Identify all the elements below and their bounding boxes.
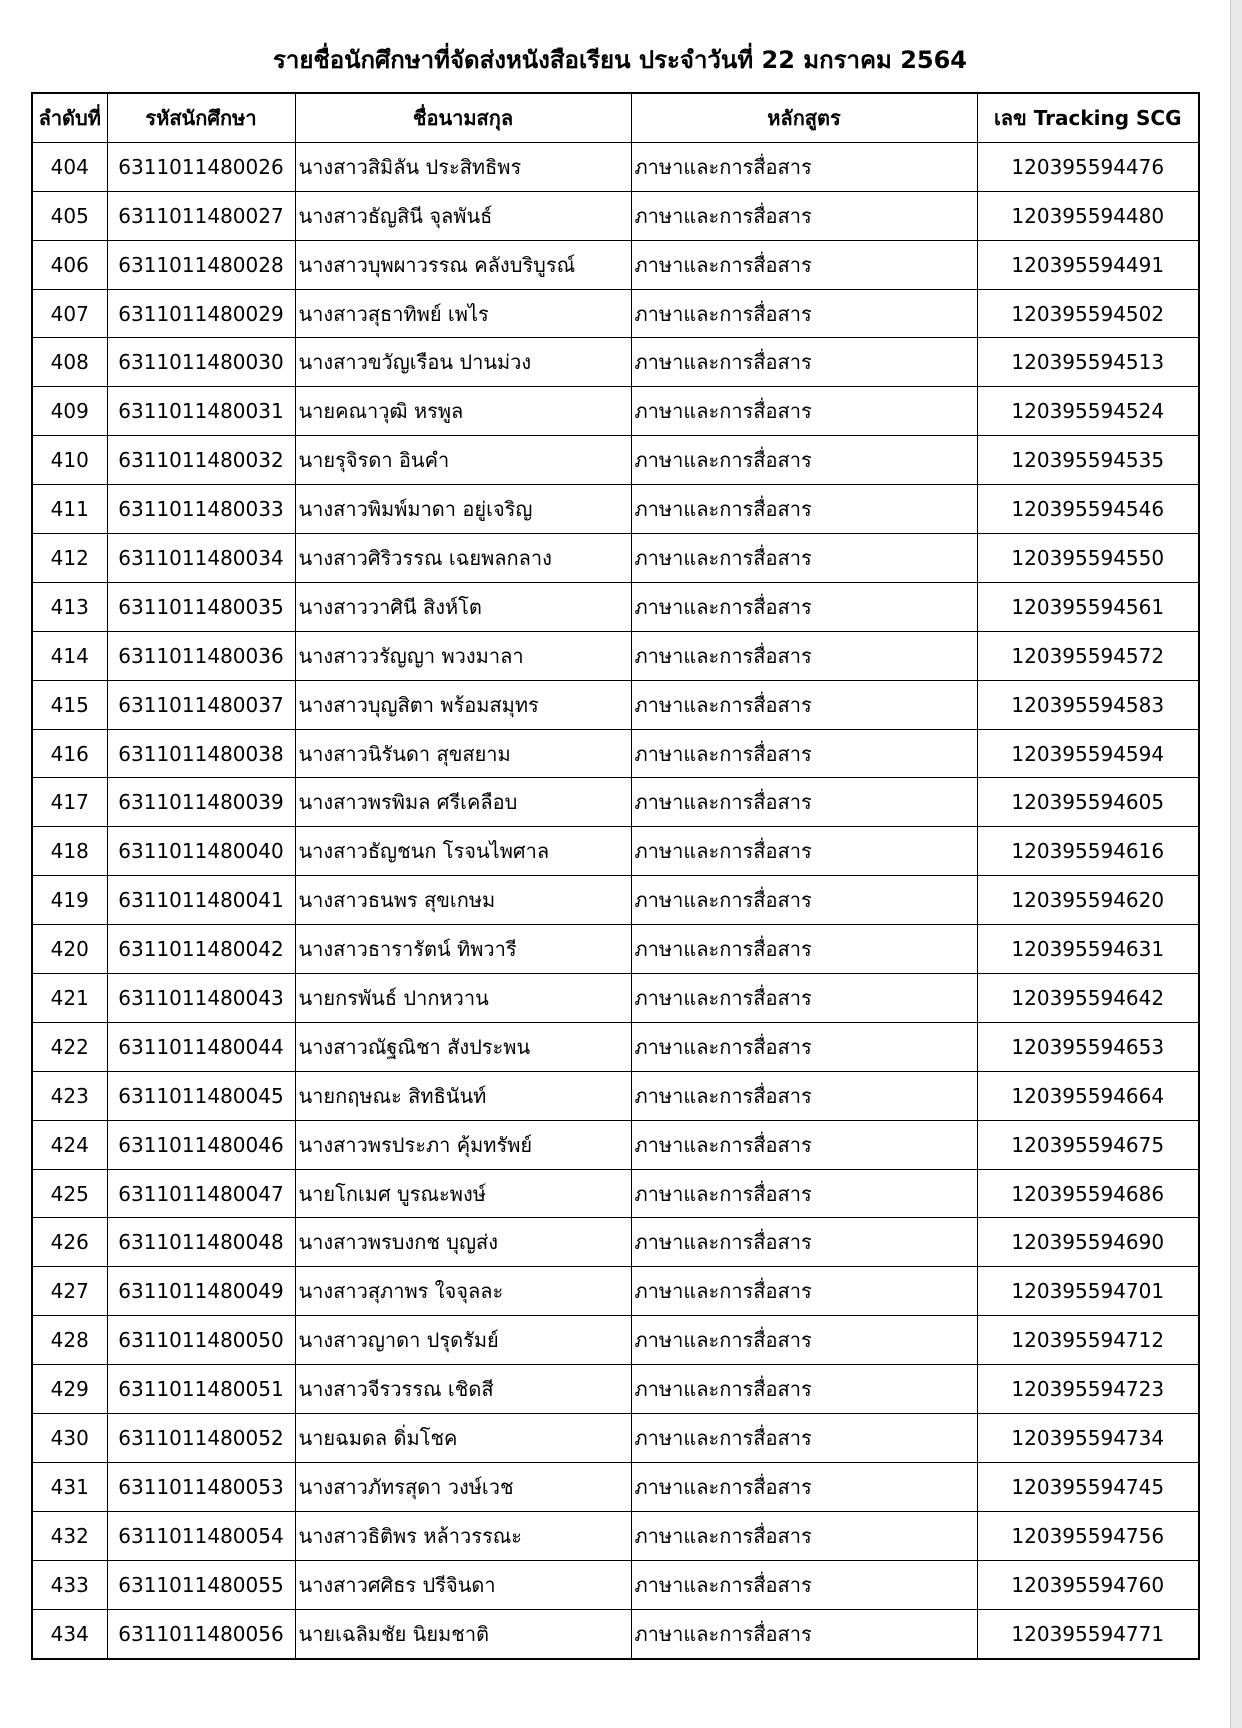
order-number-cell: 415 [32, 680, 107, 729]
student-id-cell: 6311011480035 [107, 582, 295, 631]
order-number-cell: 416 [32, 729, 107, 778]
full-name-cell: นางสาวญาดา ปรุดรัมย์ [295, 1316, 631, 1365]
full-name-cell: นางสาววาศินี สิงห์โต [295, 582, 631, 631]
program-cell: ภาษาและการสื่อสาร [631, 582, 977, 631]
tracking-number-cell: 120395594561 [977, 582, 1199, 631]
program-cell: ภาษาและการสื่อสาร [631, 778, 977, 827]
order-number-cell: 433 [32, 1560, 107, 1609]
program-cell: ภาษาและการสื่อสาร [631, 925, 977, 974]
shipment-table [31, 92, 1200, 1660]
tracking-number-cell: 120395594550 [977, 534, 1199, 583]
header-tracking-number: เลข Tracking SCG [977, 93, 1199, 142]
tracking-number-cell: 120395594642 [977, 974, 1199, 1023]
program-cell: ภาษาและการสื่อสาร [631, 1120, 977, 1169]
program-cell: ภาษาและการสื่อสาร [631, 1071, 977, 1120]
order-number-cell: 432 [32, 1511, 107, 1560]
order-number-cell: 414 [32, 631, 107, 680]
order-number-cell: 428 [32, 1316, 107, 1365]
table-row [32, 1316, 1199, 1365]
tracking-number-cell: 120395594760 [977, 1560, 1199, 1609]
table-row [32, 1267, 1199, 1316]
tracking-number-cell: 120395594712 [977, 1316, 1199, 1365]
program-cell: ภาษาและการสื่อสาร [631, 1218, 977, 1267]
tracking-number-cell: 120395594745 [977, 1462, 1199, 1511]
header-full-name: ชื่อนามสกุล [295, 93, 631, 142]
order-number-cell: 430 [32, 1414, 107, 1463]
table-row [32, 778, 1199, 827]
full-name-cell: นางสาวภัทรสุดา วงษ์เวช [295, 1462, 631, 1511]
tracking-number-cell: 120395594675 [977, 1120, 1199, 1169]
full-name-cell: นางสาวพรบงกช บุญส่ง [295, 1218, 631, 1267]
program-cell: ภาษาและการสื่อสาร [631, 680, 977, 729]
order-number-cell: 407 [32, 289, 107, 338]
order-number-cell: 412 [32, 534, 107, 583]
program-cell: ภาษาและการสื่อสาร [631, 1316, 977, 1365]
order-number-cell: 413 [32, 582, 107, 631]
student-id-cell: 6311011480040 [107, 827, 295, 876]
student-id-cell: 6311011480052 [107, 1414, 295, 1463]
tracking-number-cell: 120395594734 [977, 1414, 1199, 1463]
full-name-cell: นางสาวนิรันดา สุขสยาม [295, 729, 631, 778]
table-row [32, 191, 1199, 240]
table-row [32, 240, 1199, 289]
student-id-cell: 6311011480030 [107, 338, 295, 387]
header-student-id: รหัสนักศึกษา [107, 93, 295, 142]
program-cell: ภาษาและการสื่อสาร [631, 729, 977, 778]
full-name-cell: นายคณาวุฒิ หรพูล [295, 387, 631, 436]
program-cell: ภาษาและการสื่อสาร [631, 142, 977, 191]
program-cell: ภาษาและการสื่อสาร [631, 191, 977, 240]
table-row [32, 729, 1199, 778]
tracking-number-cell: 120395594502 [977, 289, 1199, 338]
table-row [32, 974, 1199, 1023]
table-row [32, 680, 1199, 729]
tracking-number-cell: 120395594605 [977, 778, 1199, 827]
tracking-number-cell: 120395594616 [977, 827, 1199, 876]
student-id-cell: 6311011480054 [107, 1511, 295, 1560]
table-row [32, 1462, 1199, 1511]
order-number-cell: 422 [32, 1022, 107, 1071]
table-row [32, 1365, 1199, 1414]
order-number-cell: 420 [32, 925, 107, 974]
program-cell: ภาษาและการสื่อสาร [631, 240, 977, 289]
table-row [32, 289, 1199, 338]
student-id-cell: 6311011480049 [107, 1267, 295, 1316]
full-name-cell: นางสาวจีรวรรณ เชิดสี [295, 1365, 631, 1414]
table-row [32, 631, 1199, 680]
tracking-number-cell: 120395594690 [977, 1218, 1199, 1267]
program-cell: ภาษาและการสื่อสาร [631, 1267, 977, 1316]
student-id-cell: 6311011480044 [107, 1022, 295, 1071]
tracking-number-cell: 120395594723 [977, 1365, 1199, 1414]
program-cell: ภาษาและการสื่อสาร [631, 534, 977, 583]
table-row [32, 387, 1199, 436]
program-cell: ภาษาและการสื่อสาร [631, 1511, 977, 1560]
program-cell: ภาษาและการสื่อสาร [631, 974, 977, 1023]
student-id-cell: 6311011480038 [107, 729, 295, 778]
student-id-cell: 6311011480039 [107, 778, 295, 827]
tracking-number-cell: 120395594664 [977, 1071, 1199, 1120]
table-row [32, 142, 1199, 191]
student-id-cell: 6311011480037 [107, 680, 295, 729]
table-row [32, 876, 1199, 925]
tracking-number-cell: 120395594480 [977, 191, 1199, 240]
program-cell: ภาษาและการสื่อสาร [631, 1560, 977, 1609]
student-id-cell: 6311011480048 [107, 1218, 295, 1267]
student-id-cell: 6311011480036 [107, 631, 295, 680]
full-name-cell: นายโกเมศ บูรณะพงษ์ [295, 1169, 631, 1218]
order-number-cell: 418 [32, 827, 107, 876]
full-name-cell: นายฉมดล ดิ่มโชค [295, 1414, 631, 1463]
table-row [32, 1414, 1199, 1463]
student-id-cell: 6311011480050 [107, 1316, 295, 1365]
order-number-cell: 424 [32, 1120, 107, 1169]
full-name-cell: นางสาวสิมิลัน ประสิทธิพร [295, 142, 631, 191]
student-id-cell: 6311011480033 [107, 485, 295, 534]
order-number-cell: 409 [32, 387, 107, 436]
table-header-row [32, 93, 1199, 142]
tracking-number-cell: 120395594771 [977, 1609, 1199, 1658]
student-id-cell: 6311011480047 [107, 1169, 295, 1218]
table-row [32, 1120, 1199, 1169]
table-row [32, 1169, 1199, 1218]
full-name-cell: นางสาวขวัญเรือน ปานม่วง [295, 338, 631, 387]
tracking-number-cell: 120395594631 [977, 925, 1199, 974]
tracking-number-cell: 120395594524 [977, 387, 1199, 436]
tracking-number-cell: 120395594686 [977, 1169, 1199, 1218]
tracking-number-cell: 120395594756 [977, 1511, 1199, 1560]
student-id-cell: 6311011480032 [107, 436, 295, 485]
full-name-cell: นางสาวณัฐณิชา สังประพน [295, 1022, 631, 1071]
order-number-cell: 417 [32, 778, 107, 827]
full-name-cell: นายเฉลิมชัย นิยมชาติ [295, 1609, 631, 1658]
table-row [32, 1071, 1199, 1120]
program-cell: ภาษาและการสื่อสาร [631, 631, 977, 680]
program-cell: ภาษาและการสื่อสาร [631, 1022, 977, 1071]
student-id-cell: 6311011480031 [107, 387, 295, 436]
full-name-cell: นายกฤษณะ สิทธินันท์ [295, 1071, 631, 1120]
program-cell: ภาษาและการสื่อสาร [631, 827, 977, 876]
order-number-cell: 405 [32, 191, 107, 240]
program-cell: ภาษาและการสื่อสาร [631, 338, 977, 387]
student-id-cell: 6311011480028 [107, 240, 295, 289]
student-id-cell: 6311011480045 [107, 1071, 295, 1120]
full-name-cell: นางสาวธัญสินี จุลพันธ์ [295, 191, 631, 240]
full-name-cell: นายรุจิรดา อินคำ [295, 436, 631, 485]
tracking-number-cell: 120395594653 [977, 1022, 1199, 1071]
table-row [32, 1511, 1199, 1560]
order-number-cell: 404 [32, 142, 107, 191]
table-row [32, 925, 1199, 974]
order-number-cell: 425 [32, 1169, 107, 1218]
full-name-cell: นางสาวธัญชนก โรจนไพศาล [295, 827, 631, 876]
program-cell: ภาษาและการสื่อสาร [631, 485, 977, 534]
full-name-cell: นางสาวธนพร สุขเกษม [295, 876, 631, 925]
order-number-cell: 429 [32, 1365, 107, 1414]
table-row [32, 485, 1199, 534]
full-name-cell: นางสาวศศิธร ปรีจินดา [295, 1560, 631, 1609]
student-id-cell: 6311011480026 [107, 142, 295, 191]
program-cell: ภาษาและการสื่อสาร [631, 289, 977, 338]
order-number-cell: 411 [32, 485, 107, 534]
tracking-number-cell: 120395594546 [977, 485, 1199, 534]
program-cell: ภาษาและการสื่อสาร [631, 1365, 977, 1414]
full-name-cell: นางสาวธารารัตน์ ทิพวารี [295, 925, 631, 974]
tracking-number-cell: 120395594491 [977, 240, 1199, 289]
table-row [32, 582, 1199, 631]
full-name-cell: นางสาวสุธาทิพย์ เพไร [295, 289, 631, 338]
student-id-cell: 6311011480051 [107, 1365, 295, 1414]
order-number-cell: 408 [32, 338, 107, 387]
tracking-number-cell: 120395594476 [977, 142, 1199, 191]
full-name-cell: นางสาววรัญญา พวงมาลา [295, 631, 631, 680]
header-program: หลักสูตร [631, 93, 977, 142]
student-id-cell: 6311011480042 [107, 925, 295, 974]
table-row [32, 436, 1199, 485]
program-cell: ภาษาและการสื่อสาร [631, 1462, 977, 1511]
header-order-number: ลำดับที่ [32, 93, 107, 142]
student-id-cell: 6311011480046 [107, 1120, 295, 1169]
order-number-cell: 423 [32, 1071, 107, 1120]
student-id-cell: 6311011480029 [107, 289, 295, 338]
order-number-cell: 431 [32, 1462, 107, 1511]
page-title: รายชื่อนักศึกษาที่จัดส่งหนังสือเรียน ประจำวันที่ 22 มกราคม 2564 [272, 46, 967, 74]
full-name-cell: นางสาวสุภาพร ใจจุลละ [295, 1267, 631, 1316]
student-id-cell: 6311011480041 [107, 876, 295, 925]
table-row [32, 1022, 1199, 1071]
full-name-cell: นางสาวบุพผาวรรณ คลังบริบูรณ์ [295, 240, 631, 289]
full-name-cell: นางสาวธิติพร หล้าวรรณะ [295, 1511, 631, 1560]
table-row [32, 1218, 1199, 1267]
table-row [32, 338, 1199, 387]
table-row [32, 1609, 1199, 1658]
order-number-cell: 434 [32, 1609, 107, 1658]
table-body [32, 142, 1199, 1658]
order-number-cell: 426 [32, 1218, 107, 1267]
full-name-cell: นายกรพันธ์ ปากหวาน [295, 974, 631, 1023]
student-id-cell: 6311011480027 [107, 191, 295, 240]
full-name-cell: นางสาวบุญสิตา พร้อมสมุทร [295, 680, 631, 729]
tracking-number-cell: 120395594594 [977, 729, 1199, 778]
tracking-number-cell: 120395594701 [977, 1267, 1199, 1316]
tracking-number-cell: 120395594583 [977, 680, 1199, 729]
program-cell: ภาษาและการสื่อสาร [631, 387, 977, 436]
full-name-cell: นางสาวพิมพ์มาดา อยู่เจริญ [295, 485, 631, 534]
order-number-cell: 410 [32, 436, 107, 485]
student-id-cell: 6311011480055 [107, 1560, 295, 1609]
table-row [32, 1560, 1199, 1609]
full-name-cell: นางสาวพรประภา คุ้มทรัพย์ [295, 1120, 631, 1169]
student-id-cell: 6311011480043 [107, 974, 295, 1023]
tracking-number-cell: 120395594513 [977, 338, 1199, 387]
student-id-cell: 6311011480034 [107, 534, 295, 583]
program-cell: ภาษาและการสื่อสาร [631, 436, 977, 485]
order-number-cell: 427 [32, 1267, 107, 1316]
program-cell: ภาษาและการสื่อสาร [631, 1609, 977, 1658]
table-row [32, 534, 1199, 583]
order-number-cell: 421 [32, 974, 107, 1023]
tracking-number-cell: 120395594620 [977, 876, 1199, 925]
full-name-cell: นางสาวศิริวรรณ เฉยพลกลาง [295, 534, 631, 583]
table-row [32, 827, 1199, 876]
program-cell: ภาษาและการสื่อสาร [631, 1169, 977, 1218]
order-number-cell: 406 [32, 240, 107, 289]
program-cell: ภาษาและการสื่อสาร [631, 876, 977, 925]
order-number-cell: 419 [32, 876, 107, 925]
tracking-number-cell: 120395594572 [977, 631, 1199, 680]
program-cell: ภาษาและการสื่อสาร [631, 1414, 977, 1463]
tracking-number-cell: 120395594535 [977, 436, 1199, 485]
student-id-cell: 6311011480053 [107, 1462, 295, 1511]
student-id-cell: 6311011480056 [107, 1609, 295, 1658]
full-name-cell: นางสาวพรพิมล ศรีเคลือบ [295, 778, 631, 827]
